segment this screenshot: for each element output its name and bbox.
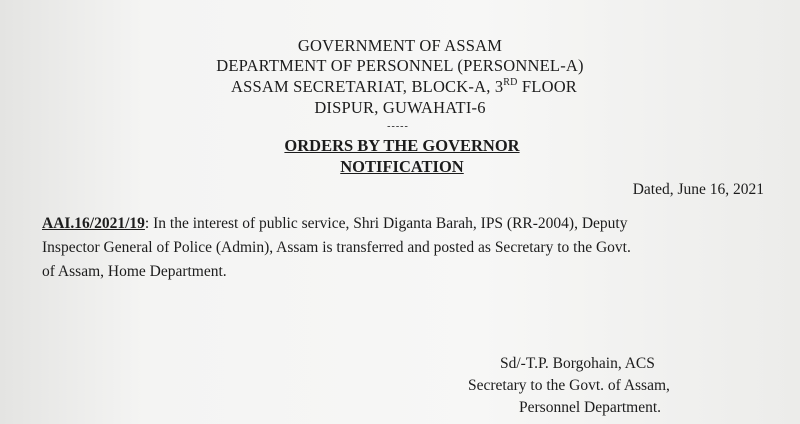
header-address — [4, 77, 800, 97]
header-city: DISPUR, GUWAHATI-6 — [314, 98, 486, 117]
header-government: GOVERNMENT OF ASSAM — [297, 36, 503, 55]
header-address-main: ASSAM SECRETARIAT, BLOCK-A, 3 — [230, 77, 504, 96]
order-title: ORDERS BY THE GOVERNOR — [284, 136, 520, 155]
body-line-2: Inspector General of Police (Admin), Assam is transferred and posted as Secretary to the Govt. — [42, 239, 631, 256]
notification-title: NOTIFICATION — [340, 157, 464, 176]
body-line-1-text: : In the interest of public service, Shri Diganta Barah, IPS (RR-2004), Deputy — [144, 215, 628, 232]
signature-department: Personnel Department. — [519, 399, 662, 416]
date-line: Dated, June 16, 2021 — [632, 181, 764, 198]
header-address-sup: RD — [503, 77, 518, 88]
body-line-3: of Assam, Home Department. — [42, 263, 227, 280]
reference-number: AAI.16/2021/19 — [42, 215, 145, 232]
signature-name: Sd/-T.P. Borgohain, ACS — [500, 355, 655, 372]
header-address-floor: FLOOR — [517, 77, 578, 96]
body-line-1 — [42, 215, 627, 233]
header-department: DEPARTMENT OF PERSONNEL (PERSONNEL-A) — [216, 56, 584, 75]
signature-designation: Secretary to the Govt. of Assam, — [468, 377, 670, 394]
header-separator: ----- — [387, 121, 409, 132]
